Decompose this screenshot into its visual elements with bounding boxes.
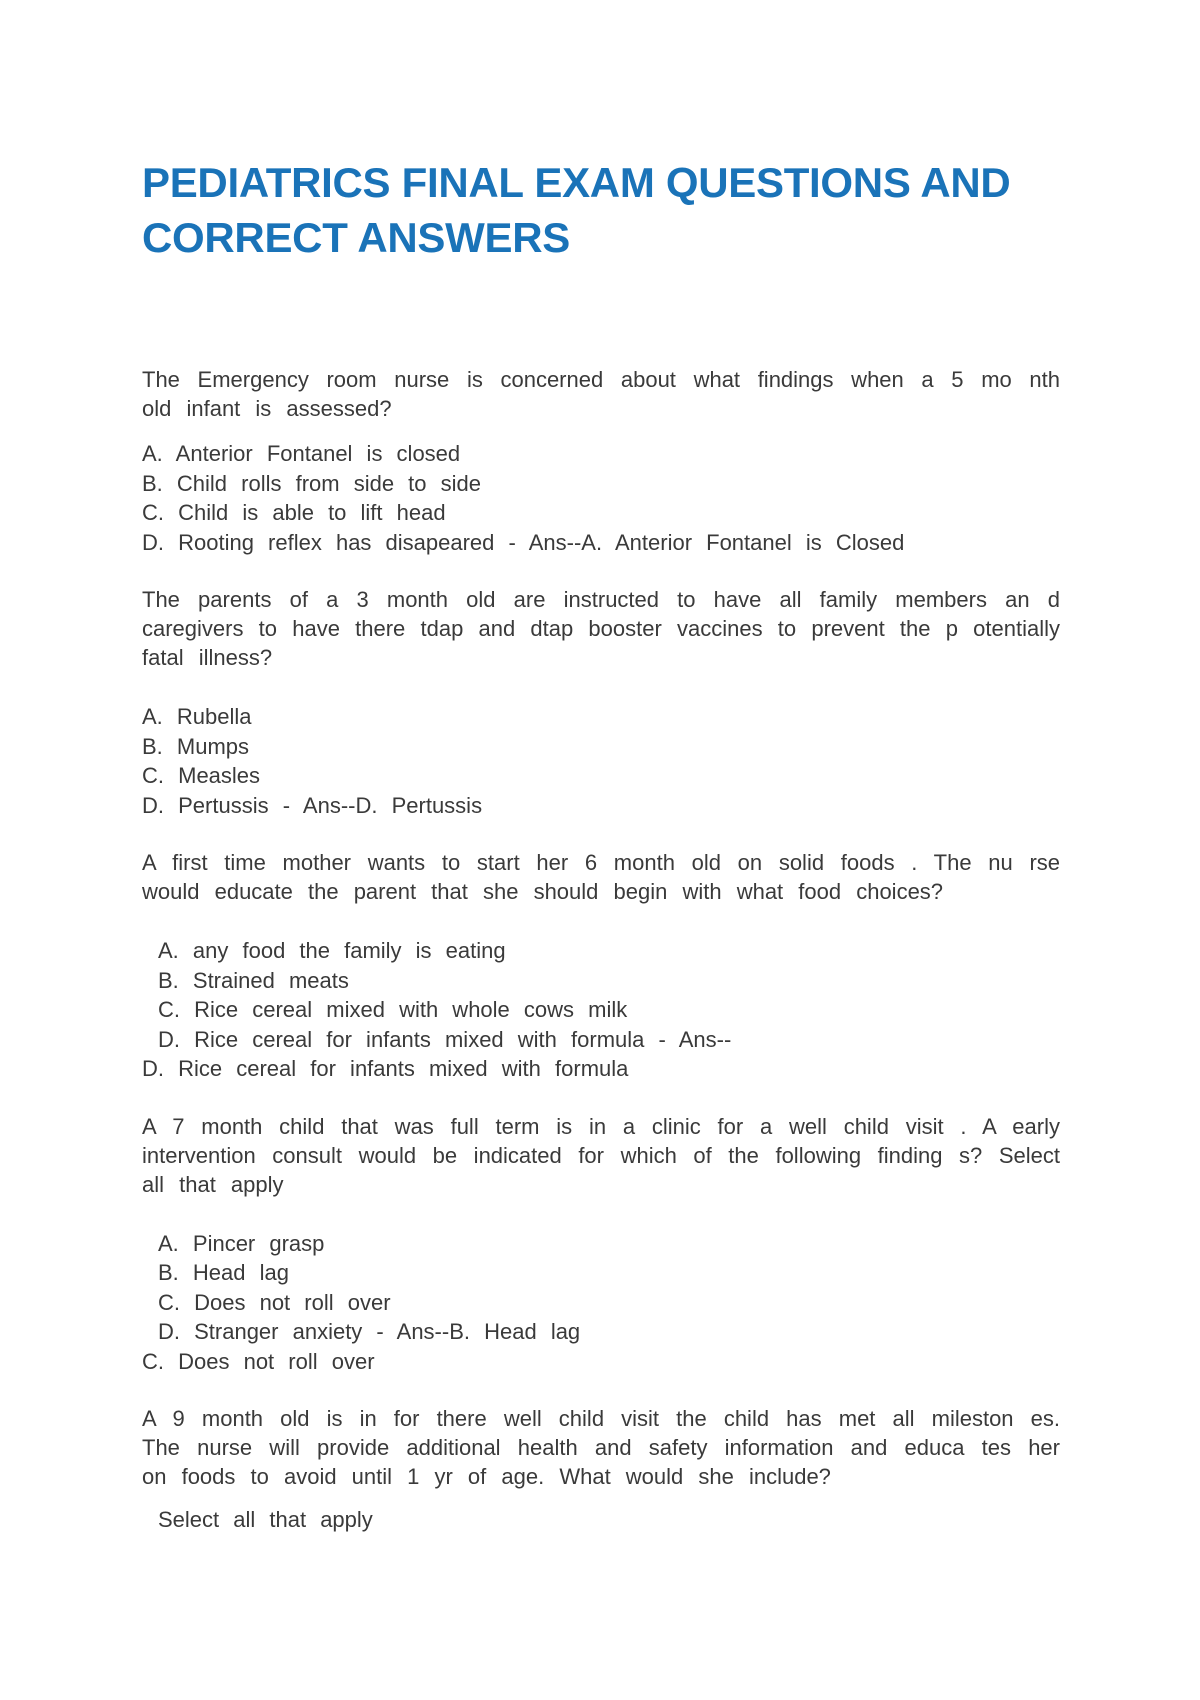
- question-instruction: Select all that apply: [158, 1507, 373, 1532]
- answer-option: A. Anterior Fontanel is closed: [142, 441, 461, 466]
- answer-option: D. Rice cereal for infants mixed with formula: [142, 1056, 629, 1081]
- document-page: [142, 155, 1062, 1563]
- answer-option: D. Stranger anxiety - Ans--B. Head lag: [158, 1319, 581, 1344]
- question-block: [142, 848, 1062, 1084]
- question-block: [142, 1404, 1062, 1535]
- question-text: A first time mother wants to start her 6 month old on solid foods . The nu rse would educate the parent that she should begin with what food choices?: [142, 850, 1060, 904]
- question-text: A 7 month child that was full term is in a clinic for a well child visit . A early intervention consult would be indicated for which of the following finding s? Select all that apply: [142, 1113, 1060, 1197]
- document-title: PEDIATRICS FINAL EXAM QUESTIONS AND CORRECT ANSWERS: [142, 159, 1011, 261]
- answer-option: B. Head lag: [158, 1260, 289, 1285]
- answer-option: D. Rooting reflex has disapeared - Ans--A. Anterior Fontanel is Closed: [142, 529, 905, 555]
- answer-option: B. Strained meats: [158, 967, 349, 993]
- question-block: [142, 585, 1062, 820]
- answer-option: B. Child rolls from side to side: [142, 470, 481, 496]
- answer-option: C. Does not roll over: [158, 1289, 391, 1315]
- answer-option: A. Rubella: [142, 704, 252, 729]
- question-text: A 9 month old is in for there well child visit the child has met all mileston es. The nurse will provide additional health and safety information and educa tes her on foods to avoid until 1 yr of age. What would she include?: [142, 1406, 1060, 1489]
- answer-option: D. Pertussis - Ans--D. Pertussis: [142, 792, 483, 818]
- question-block: [142, 1112, 1062, 1377]
- answer-option: D. Rice cereal for infants mixed with formula - Ans--: [158, 1026, 732, 1052]
- answer-options: [142, 936, 1062, 1084]
- answer-option: C. Measles: [142, 763, 261, 788]
- answer-options: [142, 1229, 1062, 1377]
- question-list: [142, 365, 1062, 1535]
- answer-option: C. Does not roll over: [142, 1348, 375, 1374]
- question-text: The parents of a 3 month old are instructed to have all family members an d caregivers to have there tdap and dtap booster vaccines to prevent the p otentially fatal illness?: [142, 587, 1060, 670]
- answer-option: C. Rice cereal mixed with whole cows milk: [158, 997, 628, 1022]
- answer-options: [142, 439, 1062, 557]
- answer-option: A. Pincer grasp: [158, 1230, 325, 1256]
- answer-option: B. Mumps: [142, 733, 250, 759]
- answer-option: C. Child is able to lift head: [142, 500, 446, 525]
- question-text: The Emergency room nurse is concerned about what findings when a 5 mo nth old infant is assessed?: [142, 367, 1060, 421]
- question-block: [142, 365, 1062, 557]
- answer-options: [142, 702, 1062, 820]
- answer-option: A. any food the family is eating: [158, 938, 506, 963]
